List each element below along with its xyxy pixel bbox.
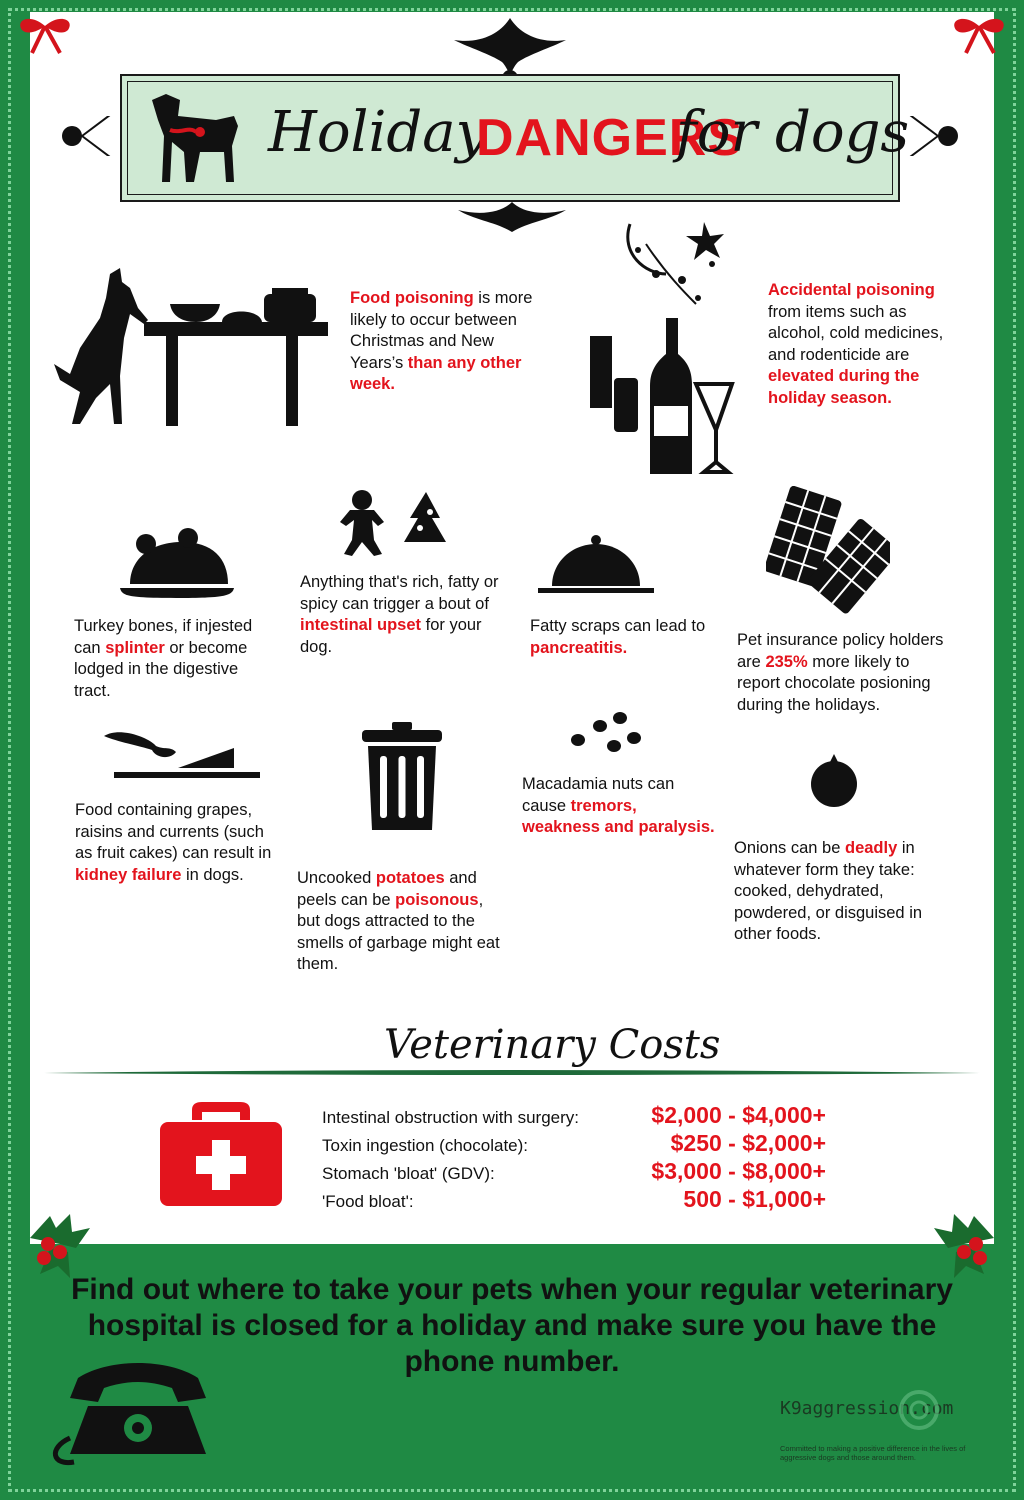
footer-message: Find out where to take your pets when your regular veterinary hospital is closed for a holiday and make sure you have the phone number. <box>71 1273 953 1378</box>
fact-accidental-poisoning: Accidental poisoning from items such as alcohol, cold medicines, and rodenticide are elevated during the holiday season. <box>768 281 944 407</box>
bow-icon <box>10 8 80 58</box>
fact-food-poisoning: Food poisoning is more likely to occur between Christmas and New Years’s than any other week. <box>350 289 533 393</box>
dog-icon <box>140 86 250 188</box>
onion-icon <box>808 752 860 808</box>
vet-costs-title: Veterinary Costs <box>384 1022 721 1068</box>
telephone-icon <box>48 1358 228 1468</box>
brand-tagline: Committed to making a positive difference in the lives of aggressive dogs and those around them. <box>780 1444 966 1462</box>
cost-label: Intestinal obstruction with surgery: <box>322 1108 580 1127</box>
macadamia-nuts-icon <box>566 710 646 756</box>
fact-fatty-scraps: Fatty scraps can lead to pancreatitis. <box>530 617 706 657</box>
fact-grapes: Food containing grapes, raisins and currents (such as fruit cakes) can result in kidney failure in dogs. <box>75 801 272 884</box>
fact-onions: Onions can be deadly in whatever form they take: cooked, dehydrated, powdered, or disguised in other foods. <box>734 839 923 943</box>
trash-can-icon <box>362 720 442 832</box>
holly-icon <box>924 1208 1004 1280</box>
serving-dish-icon <box>538 534 654 594</box>
section-divider <box>44 1068 980 1078</box>
cost-value: $3,000 - $8,000+ <box>651 1158 826 1184</box>
cost-label: Toxin ingestion (chocolate): <box>322 1136 529 1155</box>
cost-label: Stomach 'bloat' (GDV): <box>322 1164 495 1183</box>
fact-rich-food: Anything that's rich, fatty or spicy can trigger a bout of intestinal upset for your dog. <box>300 573 499 656</box>
fact-potatoes: Uncooked potatoes and peels can be poisonous, but dogs attracted to the smells of garbage might eat them. <box>297 869 500 973</box>
title-word-1: Holiday <box>268 100 488 165</box>
first-aid-kit-icon <box>160 1102 282 1206</box>
cost-label: 'Food bloat': <box>322 1192 414 1211</box>
target-logo-icon <box>894 1390 944 1430</box>
ornament-bottom-icon <box>452 198 572 238</box>
spoon-and-knife-icon <box>100 722 260 782</box>
bottles-and-stars-icon <box>586 214 756 480</box>
gingerbread-icon <box>340 488 450 560</box>
cost-value: 500 - $1,000+ <box>683 1186 826 1212</box>
dog-at-table-icon <box>50 268 340 432</box>
fact-macadamia: Macadamia nuts can cause tremors, weakness and paralysis. <box>522 775 715 836</box>
ornament-left-icon <box>60 116 122 156</box>
fact-chocolate: Pet insurance policy holders are 235% more likely to report chocolate posioning during the holidays. <box>737 631 944 714</box>
bow-icon <box>944 8 1014 58</box>
fact-turkey-bones: Turkey bones, if injested can splinter or become lodged in the digestive tract. <box>74 617 253 700</box>
holly-icon <box>20 1208 100 1280</box>
turkey-icon <box>112 528 242 598</box>
cost-value: $250 - $2,000+ <box>670 1130 826 1156</box>
title-highlight: DANGERS <box>476 109 744 167</box>
title-word-2: for dogs <box>676 100 910 165</box>
cost-value: $2,000 - $4,000+ <box>651 1102 826 1128</box>
brand-logo-text: K9aggression.com <box>780 1398 954 1419</box>
chocolate-bar-icon <box>766 486 890 614</box>
